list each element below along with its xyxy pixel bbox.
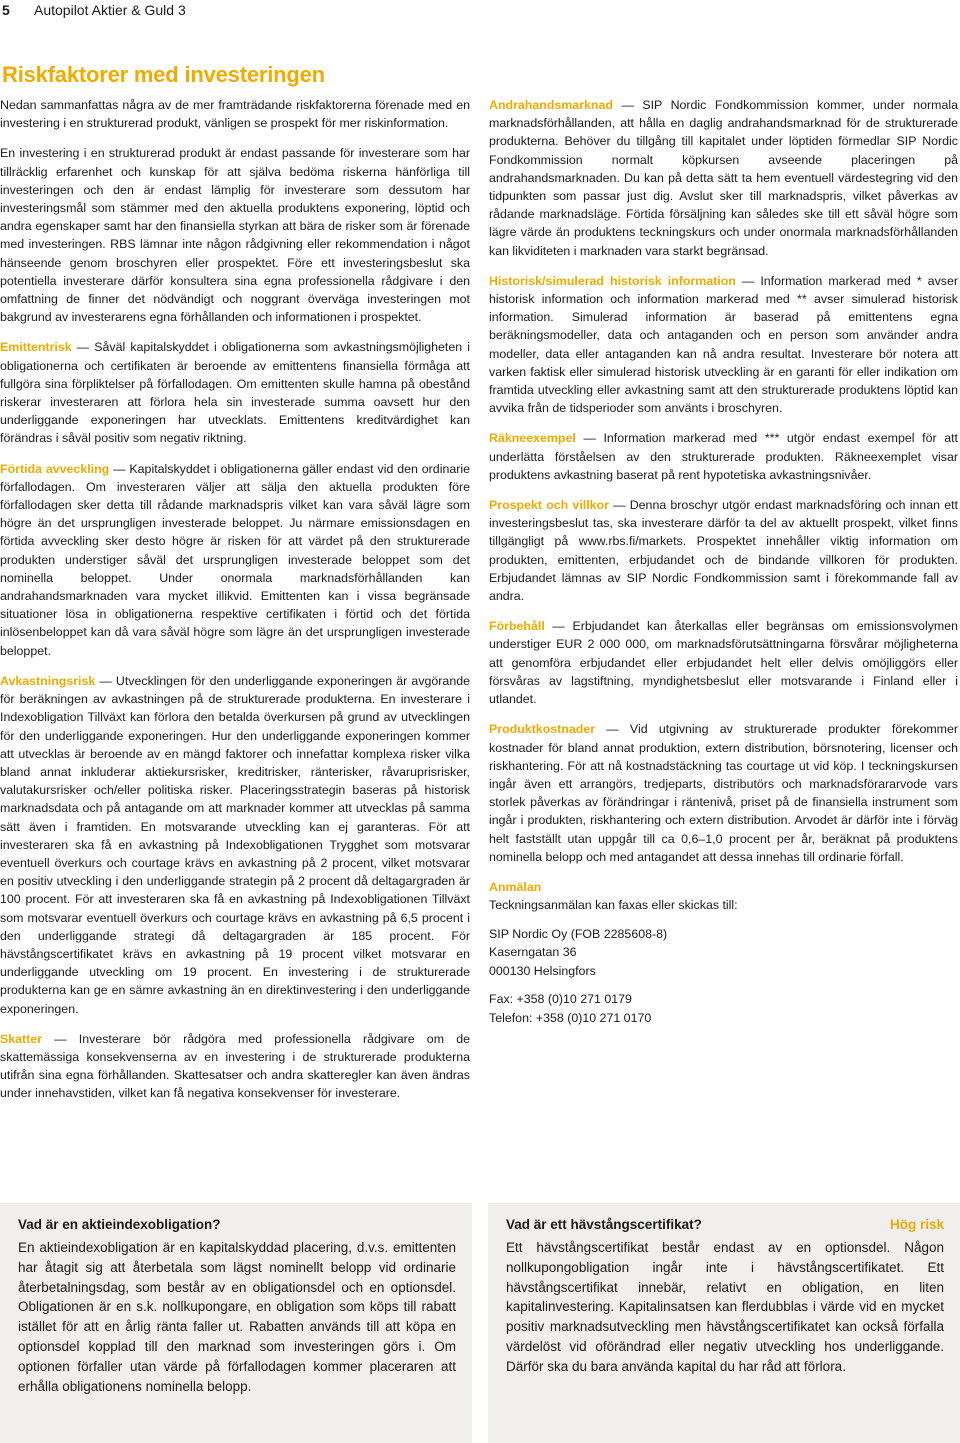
intro-paragraph: Nedan sammanfattas några av de mer framträdande riskfaktorerna förenade med en investering i en strukturerad produkt, vänligen se prospekt för mer riskinformation. xyxy=(0,98,470,131)
section-heading: Förbehåll xyxy=(489,619,545,634)
section-prospekt-och-villkor xyxy=(489,496,958,605)
section-fortida-avveckling xyxy=(0,460,470,660)
phone-number: Telefon: +358 (0)10 271 0170 xyxy=(489,1010,652,1025)
box-title: Vad är en aktieindexobligation? xyxy=(18,1217,221,1232)
section-historisk-information xyxy=(489,272,958,418)
info-boxes xyxy=(0,1203,960,1443)
box-text: Ett hävstångscertifikat består endast av en optionsdel. Någon nollkupongobligation ingår inte i hävstångscertifikatet. Ett hävstångscertifikat innebär, relativt en obligation, en liten kapitalinvestering. Kapitalinsatsen kan flerdubblas i värde vid en mycket positiv marknadsutveckling men hävstångscertifikatet kan också förfalla värdelöst vid oförändrad eller negativ utveckling hos underliggande. Därför ska du bara använda kapital du har råd att förlora. xyxy=(506,1240,944,1374)
section-text: — Investerare bör rådgöra med professionella rådgivare om de skattemässiga konsekvenserna av en investering i de strukturerade produkterna utifrån sina egna förhållanden. Skattesatser och andra skatteregler kan även ändras under innehavstiden, vilket kan få negativa konsekvenser för investerare. xyxy=(0,1031,470,1101)
section-heading: Historisk/simulerad historisk information xyxy=(489,273,736,288)
section-andrahandsmarknad xyxy=(489,96,958,260)
section-emittentrisk xyxy=(0,338,470,447)
info-box-havstangscertifikat xyxy=(488,1203,960,1443)
info-box-aktieindexobligation xyxy=(0,1203,472,1443)
section-heading: Emittentrisk xyxy=(0,340,72,355)
section-text: — Denna broschyr utgör endast marknadsföring och innan ett investeringsbeslut tas, ska investerare därför ta del av aktuellt prospekt, vilket finns tillgängligt på www.rbs.fi/markets. Prospektet innehåller viktig information om produkten, emittenten, erbjudandet och de bindande villkoren för produkten. Erbjudandet lämnas av SIP Nordic Fondkommission samt i förekommande fall av andra. xyxy=(489,498,958,604)
section-heading: Produktkostnader xyxy=(489,722,596,737)
section-avkastningsrisk xyxy=(0,672,470,1018)
contact-info xyxy=(489,990,958,1027)
address-line: Kaserngatan 36 xyxy=(489,945,577,960)
section-forbehall xyxy=(489,617,958,708)
section-text: — SIP Nordic Fondkommission kommer, under normala marknadsförhållanden, att hålla en daglig andrahandsmarknad för de strukturerade produkterna. Behöver du tillgång till kapitalet under löptiden förmedlar SIP Nordic Fondkommission normalt köpkursen avseende placeringen på andrahandsmarknaden. Du kan på detta sätt ta hem eventuell värdestegring vid den tidpunkten som passar just dig. Avslut sker till marknadspris, vilket påverkas av rådande marknadsläge. Förtida försäljning kan således ske till ett såväl högre som lägre värde än produktens teckningskurs och under onormala marknadsförhållanden kan likviditeten i marknaden vara starkt begränsad. xyxy=(489,98,958,258)
section-text: — Såväl kapitalskyddet i obligationerna som avkastningsmöjligheten i obligationerna och certifikaten är beroende av emittentens finansiella förmåga att fullgöra sina förpliktelser på förfallodagen. Om emittenten skulle hamna på obestånd riskerar investeraren att förlora hela sin investerade summa oavsett hur den underliggande exponeringen har utvecklats. Emittentens kreditvärdighet kan förändras i såväl positiv som negativ riktning. xyxy=(0,340,470,446)
page-title: Riskfaktorer med investeringen xyxy=(2,62,325,87)
page-number: 5 xyxy=(2,2,10,18)
section-heading: Prospekt och villkor xyxy=(489,498,609,513)
general-paragraph: En investering i en strukturerad produkt är endast passande för investerare som har tillräcklig erfarenhet och kunskap för att själva bedöma riskerna hänförliga till investeringen och den är endast lämplig för investerare som dessutom har investeringsmål som stämmer med den aktuella produktens exponering, löptid och andra egenskaper samt har den finansiella styrkan att bära de risker som är förenade med investeringen. RBS lämnar inte någon rådgivning eller rekommendation i något hänseende genom broschyren eller prospektet. Före ett investeringsbeslut ska potentiella investerare därför konsultera sina egna professionella rådgivare i den omfattning de finner det nödvändigt och noggrant överväga investeringen mot bakgrund av investerarens egna förhållanden och informationen i prospektet. xyxy=(0,146,470,325)
section-text: — Information markerad med *** utgör endast exempel för att underlätta förståelsen av den strukturerade produkten. Räkneexemplet visar produktens avkastning baserat på rent hypotetiska avkastningsnivåer. xyxy=(489,431,958,482)
box-header xyxy=(506,1217,944,1232)
section-text: — Vid utgivning av strukturerade produkter förekommer kostnader för bland annat produktion, extern distribution, börsnotering, licenser och riskhantering. För att nå kostnadstäckning tas courtage ut vid köp. I teckningskursen ingår även ett arrangörs, tredjeparts, distributörs och marknadsförararvode vars storlek påverkas av förändringar i räntenivå, priset på de finansiella instrument som ingår i produkten, riskhantering och extern distribution. Arvodet är därför inte i förväg helt fastställt utan uppgår till ca 0,6–1,0 procent per år, beräknat på produktens nominella belopp och med antagandet att dessa innehas till ordinarie förfall. xyxy=(489,722,958,864)
application-heading: Anmälan xyxy=(489,879,542,894)
application-section xyxy=(489,878,958,915)
left-column xyxy=(0,96,470,1115)
section-heading: Förtida avveckling xyxy=(0,461,110,476)
section-text: — Erbjudandet kan återkallas eller begränsas om emissionsvolymen understiger EUR 2 000 000, om marknadsförutsättningarna försvårar möjligheterna att genomföra erbjudandet eller erbjudandet helt eller delvis omöjliggörs eller försvåras av lagstiftning, myndighetsbeslut eller motsvarande i Finland eller i utlandet. xyxy=(489,619,958,707)
box-text: En aktieindexobligation är en kapitalskyddad placering, d.v.s. emittenten har åtagit sig att återbetala som lägst nominellt belopp vid ordinarie återbetalningsdag, som består av en obligationsdel och en optionsdel. Obligationen är en s.k. nollkupongare, en obligation som köps till rabatt istället för att en årlig ränta faller ut. Rabatten används till att köpa en optionsdel kopplad till den marknad som investeringen görs i. Om optionen förfaller utan värde på förfallodagen kommer placeraren att erhålla obligationens nominella belopp. xyxy=(18,1240,456,1394)
section-heading: Avkastningsrisk xyxy=(0,673,96,688)
section-heading: Räkneexempel xyxy=(489,431,576,446)
section-rakneexempel xyxy=(489,429,958,484)
address-line: 000130 Helsingfors xyxy=(489,963,596,978)
application-text: Teckningsanmälan kan faxas eller skickas till: xyxy=(489,898,738,913)
section-heading: Andrahandsmarknad xyxy=(489,98,613,112)
section-skatter xyxy=(0,1030,470,1103)
risk-level-badge: Hög risk xyxy=(889,1217,944,1232)
section-produktkostnader xyxy=(489,720,958,866)
box-header xyxy=(18,1217,456,1232)
section-text: — Utvecklingen för den underliggande exponeringen är avgörande för beräkningen av avkastningen på de strukturerade produkterna. En investerare i Indexobligation Tillväxt kan förlora den betalda överkursen på grund av utvecklingen för den underliggande exponeringen. Hur den underliggande exponeringen kommer att utvecklas är beroende av en mängd faktorer och innefattar komplexa risker vilka bland annat inkluderar aktiekursrisker, kreditrisker, ränterisker, råvaruprisrisker, valutakursrisker och/eller politiska risker. Placeringsstrategin baseras på historisk marknadsdata och på antagande om att marknader kommer att utvecklas på samma sätt även i framtiden. En motsvarande utveckling kan ej garanteras. För att investeraren ska få en avkastning på Indexobligationen Trygghet som motsvarar eventuell överkurs och courtage krävs en avkastning på 2 procent, vilket motsvarar en positiv utveckling i den underliggande strategin på 2 procent då deltagargraden är 100 procent. För att investeraren ska få en avkastning på Indexobligationen Tillväxt som motsvarar eventuell överkurs och courtage krävs en avkastning på 6,5 procent i den underliggande strategi då deltagargraden är 185 procent. För hävstångscertifikatet krävs en avkastning på 19 procent vilket motsvarar en underliggande utveckling om 19 procent. En investering i de strukturerade produkterna kan ge en sämre avkastning än en direktinvestering i den underliggande exponeringen. xyxy=(0,673,470,1016)
address-line: SIP Nordic Oy (FOB 2285608-8) xyxy=(489,926,668,941)
page-header xyxy=(0,0,960,22)
right-column xyxy=(489,96,958,1037)
section-text: — Kapitalskyddet i obligationerna gäller endast vid den ordinarie förfallodagen. Om investeraren väljer att sälja den aktuella produkten före förfallodagen sker detta till rådande marknadspris vilket kan vara såväl lägre som högre än det ursprungligen investerade beloppet. Ju närmare emissionsdagen en förtida avveckling sker desto högre är risken för att värdet på den strukturerade produkten understiger såväl det ursprungligen investerade beloppet som det nominella beloppet. Under onormala marknadsförhållanden kan andrahandsmarknaden vara mycket illikvid. Emittenten kan i vissa begränsade situationer lösa in obligationerna respektive certifikaten i förtid och det förtida inlösenbeloppet kan då vara såväl högre som lägre än det ursprungligen investerade beloppet. xyxy=(0,461,470,658)
section-heading: Skatter xyxy=(0,1031,43,1046)
postal-address xyxy=(489,925,958,981)
box-title: Vad är ett hävstångscertifikat? xyxy=(506,1217,702,1232)
running-title: Autopilot Aktier & Guld 3 xyxy=(34,2,186,18)
section-text: — Information markerad med * avser historisk information och information markerad med ** avser simulerad historisk information. Simulerad information är baserad på emittentens egna beräkningsmodeller, data och antaganden och en person som använder andra modeller, data eller antaganden kan nå andra resultat. Investerare bör notera att varken faktisk eller simulerad historisk utveckling är en garanti för eller indikation om framtida utveckling eller avkastning samt att den strukturerade produktens löptid kan avvika från de tidsperioder som använts i broschyren. xyxy=(489,273,958,416)
fax-number: Fax: +358 (0)10 271 0179 xyxy=(489,992,632,1007)
